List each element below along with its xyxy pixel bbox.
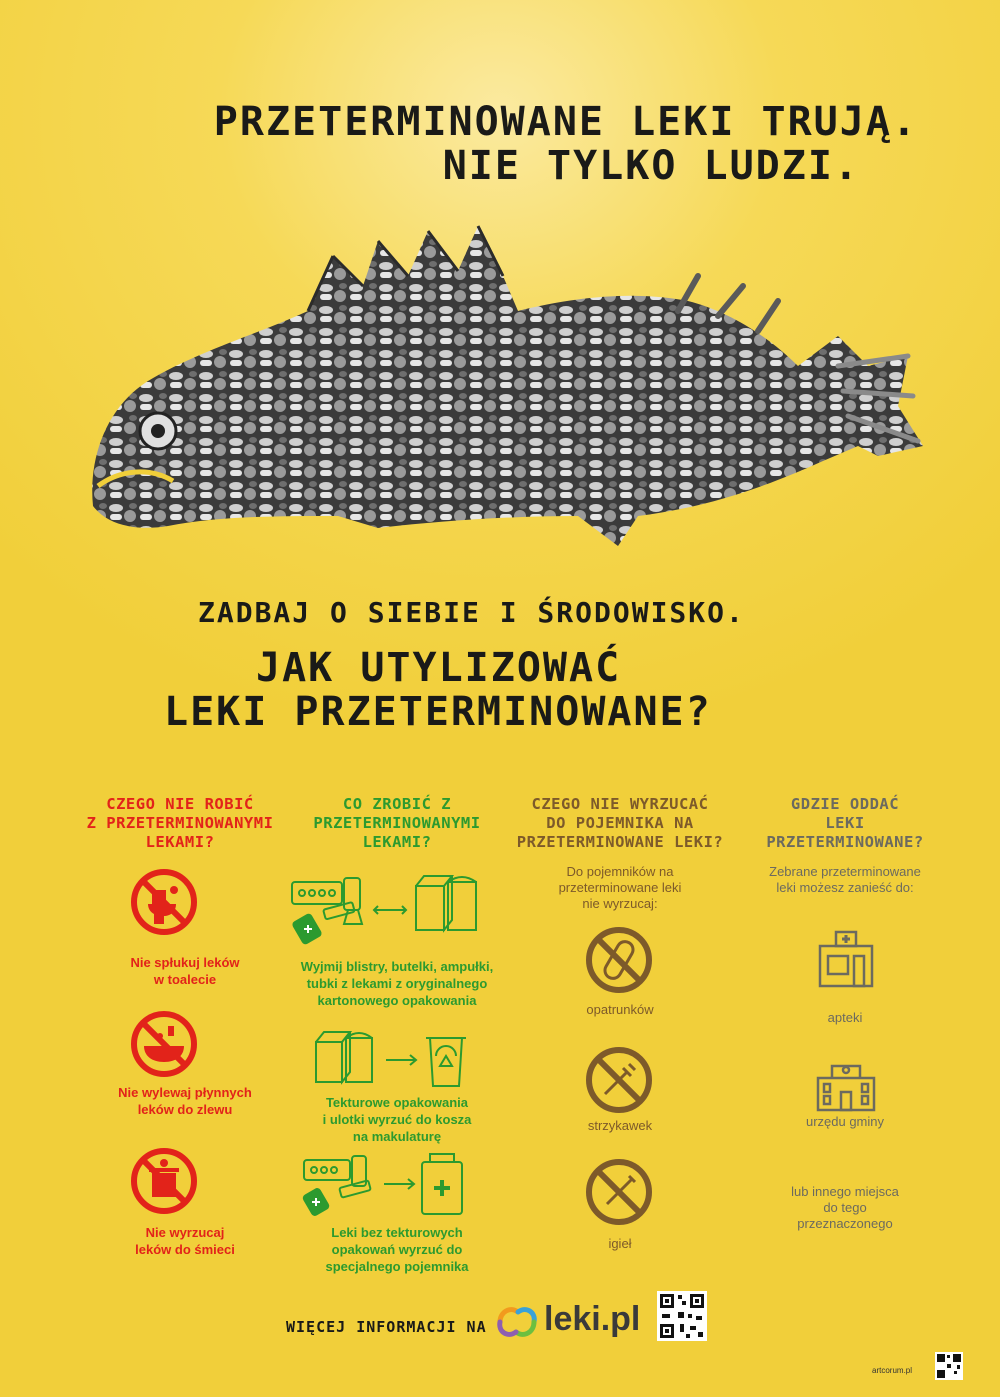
column-dont-throw-title: CZEGO NIE WYRZUCAĆ DO POJEMNIKA NA PRZETERMINOWANE LEKI? [516, 795, 724, 851]
recycle-caption: Tekturowe opakowania i ulotki wyrzuć do kosza na makulaturę [322, 1095, 472, 1144]
pharmacy-icon [814, 926, 878, 994]
no-trash-icon [130, 1147, 198, 1219]
no-syringe-caption: strzykawek [587, 1118, 653, 1133]
no-toilet-caption: Nie spłukuj leków w toalecie [130, 955, 240, 987]
no-sink-icon [130, 1010, 198, 1082]
column-where-title: GDZIE ODDAĆ LEKI PRZETERMINOWANE? [766, 795, 924, 851]
question-heading [164, 646, 712, 734]
headline-line-1: PRZETERMINOWANE LEKI TRUJĄ. [213, 99, 918, 145]
dont-throw-intro: Do pojemników na przeterminowane leki nie wyrzucaj: [558, 864, 682, 911]
headline-line-2: NIE TYLKO LUDZI. [442, 143, 860, 189]
no-toilet-icon [130, 868, 198, 940]
town-hall-caption: urzędu gminy [805, 1114, 885, 1129]
medicine-container-icon [300, 1150, 470, 1224]
question-line-1: JAK UTYLIZOWAĆ [256, 645, 622, 691]
no-needle-icon [585, 1158, 653, 1230]
fish-shape [92, 226, 923, 546]
town-hall-icon [814, 1052, 878, 1120]
no-bandage-icon [585, 926, 653, 998]
no-sink-caption: Nie wylewaj płynnych leków do zlewu [118, 1085, 252, 1117]
unpack-caption: Wyjmij blistry, butelki, ampułki, tubki z lekami z oryginalnego kartonowego opakowania [300, 959, 494, 1008]
container-caption: Leki bez tekturowych opakowań wyrzuć do specjalnego pojemnika [325, 1225, 469, 1274]
no-syringe-icon [585, 1046, 653, 1118]
small-qr-code[interactable] [935, 1352, 963, 1380]
fish-of-pills-illustration [78, 216, 928, 556]
more-info-label: WIĘCEJ INFORMACJI NA [286, 1318, 487, 1336]
no-trash-caption: Nie wyrzucaj leków do śmieci [135, 1225, 235, 1257]
leki-pl-logo[interactable] [494, 1296, 644, 1346]
column-dont-title: CZEGO NIE ROBIĆ Z PRZETERMINOWANYMI LEKAMI? [86, 795, 274, 851]
column-do-title: CO ZROBIĆ Z PRZETERMINOWANYMI LEKAMI? [313, 795, 481, 851]
qr-code[interactable] [657, 1291, 707, 1341]
credit-text: artcorum.pl [872, 1366, 913, 1375]
headline [80, 100, 918, 188]
subheadline: ZADBAJ O SIEBIE I ŚRODOWISKO. [198, 596, 745, 629]
recycle-paper-icon [312, 1026, 472, 1094]
leki-pl-logo-text: leki.pl [544, 1300, 641, 1338]
leki-pl-logo-mark [494, 1300, 540, 1342]
pharmacy-caption: apteki [827, 1010, 863, 1025]
no-bandage-caption: opatrunków [586, 1002, 654, 1017]
no-needle-caption: igieł [608, 1236, 632, 1251]
where-intro: Zebrane przeterminowane leki możesz zanieść do: [769, 864, 921, 895]
other-place-text: lub innego miejsca do tego przeznaczonego [791, 1184, 899, 1231]
unpack-medicines-icon [288, 870, 488, 954]
question-line-2: LEKI PRZETERMINOWANE? [164, 689, 712, 735]
